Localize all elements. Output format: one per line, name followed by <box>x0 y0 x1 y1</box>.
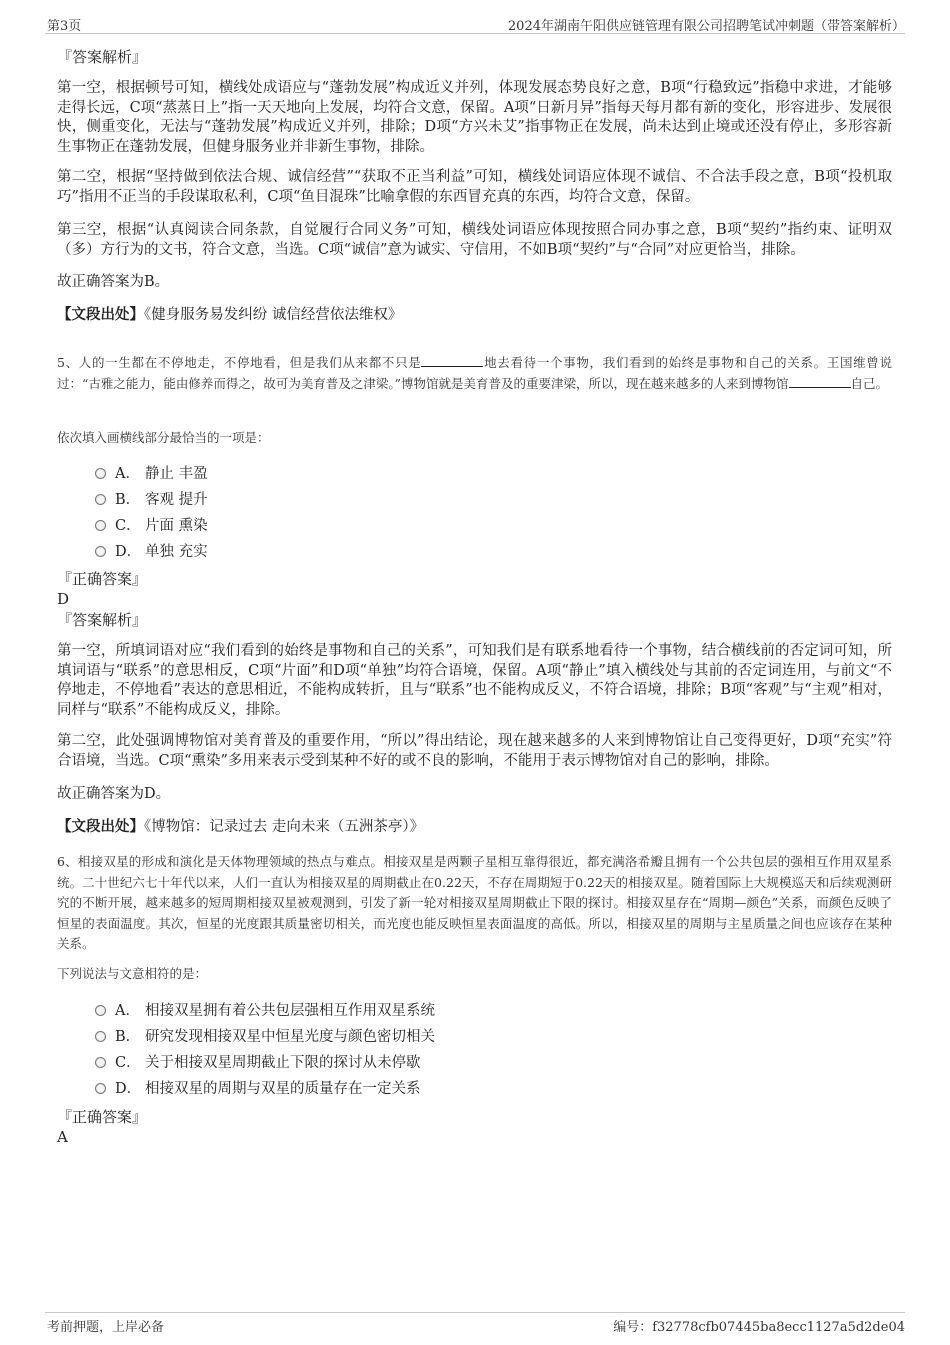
q6-option-c[interactable]: C． 关于相接双星周期截止下限的探讨从未停歇 <box>95 1050 875 1076</box>
document-title: 2024年湖南午阳供应链管理有限公司招聘笔试冲刺题（带答案解析） <box>507 19 905 34</box>
q5-source-title: 《博物馆：记录过去 走向未来（五洲茶亭）》 <box>144 819 425 835</box>
page-header <box>45 14 905 34</box>
radio-icon[interactable] <box>95 546 106 557</box>
radio-icon[interactable] <box>95 1057 106 1068</box>
q5-options <box>95 461 875 565</box>
q6-correct-answer: A <box>57 1128 68 1146</box>
q4-conclusion: 故正确答案为B。 <box>57 274 170 290</box>
q5-source-label: 【文段出处】 <box>57 818 144 835</box>
q5-source <box>57 817 892 837</box>
q5-correct-label: 『正确答案』 <box>57 570 148 588</box>
page-footer <box>45 1312 905 1335</box>
q4-source-label: 【文段出处】 <box>57 306 144 323</box>
q6-options <box>95 998 875 1102</box>
q5-blank-2 <box>789 375 851 388</box>
q4-source-title: 《健身服务易发纠纷 诚信经营依法维权》 <box>144 307 403 323</box>
q5-correct-answer: D <box>57 590 70 608</box>
q4-source <box>57 305 892 325</box>
q6-correct-label: 『正确答案』 <box>57 1108 148 1126</box>
q6-stem: 6、相接双星的形成和演化是天体物理领域的热点与难点。相接双星是两颗子星相互靠得很近，都充满洛希瓣且拥有一个公共包层的强相互作用双星系统。二十世纪六七十年代以来，人们一直认为相接双星的周期截止在0.22天，不存在周期短于0.22天的相接双星。随着国际上大规模巡天和后续观测研究的不断开展，越来越多的短周期相接双星被观测到，引发了新一轮对相接双星周期截止下限的探讨。相接双星存在“周期—颜色”关系，而颜色反映了恒星的表面温度。其次，恒星的光度跟其质量密切相关，而光度也能反映恒星表面温度的高低。所以，相接双星的周期与主星质量之间也应该存在某种关系。 <box>57 854 892 951</box>
q4-analysis-p2: 第二空，根据“坚持做到依法合规、诚信经营”“获取不正当利益”可知，横线处词语应体现不诚信、不合法手段之意，B项“投机取巧”指用不正当的手段谋取私利，C项“鱼目混珠”比喻拿假的东西冒充真的东西，均符合文意，保留。 <box>57 169 892 205</box>
footer-slogan: 考前押题，上岸必备 <box>47 1320 165 1335</box>
q5-ask: 依次填入画横线部分最恰当的一项是： <box>57 430 270 445</box>
q5-option-c[interactable]: C． 片面 熏染 <box>95 513 875 539</box>
q5-option-b[interactable]: B． 客观 提升 <box>95 487 875 513</box>
q6-option-b[interactable]: B． 研究发现相接双星中恒星光度与颜色密切相关 <box>95 1024 875 1050</box>
q5-conclusion: 故正确答案为D。 <box>57 786 171 802</box>
radio-icon[interactable] <box>95 1031 106 1042</box>
q5-option-d[interactable]: D． 单独 充实 <box>95 539 875 565</box>
page-number: 第3页 <box>47 19 82 34</box>
q5-analysis-p1: 第一空，所填词语对应“我们看到的始终是事物和自己的关系”，可知我们是有联系地看待一个事物，结合横线前的否定词可知，所填词语与“联系”的意思相反，C项“片面”和D项“单独”均符合语境，保留。A项“静止”填入横线处与其前的否定词连用，与前文“不停地走，不停地看”表达的意思相近，不能构成转折，且与“联系”也不能构成反义，不符合语境，排除；B项“客观”与“主观”相对，同样与“联系”不能构成反义，排除。 <box>57 643 892 718</box>
radio-icon[interactable] <box>95 494 106 505</box>
radio-icon[interactable] <box>95 1083 106 1094</box>
q6-option-d[interactable]: D． 相接双星的周期与双星的质量存在一定关系 <box>95 1076 875 1102</box>
q5-stem-part-a: 5、人的一生都在不停地走，不停地看，但是我们从来都不只是 <box>57 355 422 370</box>
q5-analysis-label: 『答案解析』 <box>57 611 148 629</box>
document-id: 编号：f32778cfb07445ba8ecc1127a5d2de04 <box>613 1320 905 1335</box>
q6-ask: 下列说法与文意相符的是： <box>57 966 208 981</box>
radio-icon[interactable] <box>95 468 106 479</box>
q4-analysis-p1: 第一空，根据顿号可知，横线处成语应与“蓬勃发展”构成近义并列，体现发展态势良好之意，B项“行稳致远”指稳中求进，才能够走得长远，C项“蒸蒸日上”指一天天地向上发展，均符合文意，保留。A项“日新月异”指每天每月都有新的变化，形容进步、发展很快，侧重变化，无法与“蓬勃发展”构成近义并列，排除；D项“方兴未艾”指事物正在发展，尚未达到止境或还没有停止，多形容新生事物正在蓬勃发展，但健身服务业并非新生事物，排除。 <box>57 80 892 155</box>
q4-analysis-label: 『答案解析』 <box>57 48 148 66</box>
q5-blank-1 <box>421 354 483 367</box>
radio-icon[interactable] <box>95 1005 106 1016</box>
q5-stem-part-b: 地去看待一个事物，我们看到的始终是事物和自己的关系。王国维曾说过：“古雅之能力，能由修养而得之，故可为美育普及之津梁。”博物馆就是美育普及的重要津梁，所以，现在越来越多的人来到博物馆 <box>57 355 892 391</box>
q4-analysis-p3: 第三空，根据“认真阅读合同条款，自觉履行合同义务”可知，横线处词语应体现按照合同办事之意，B项“契约”指约束、证明双（多）方行为的文书，符合文意，当选。C项“诚信”意为诚实、守信用，不如B项“契约”与“合同”对应更恰当，排除。 <box>57 222 892 258</box>
q5-stem-part-c: 自己。 <box>850 375 889 391</box>
q5-option-a[interactable]: A． 静止 丰盈 <box>95 461 875 487</box>
radio-icon[interactable] <box>95 520 106 531</box>
q6-option-a[interactable]: A． 相接双星拥有着公共包层强相互作用双星系统 <box>95 998 875 1024</box>
q5-stem <box>57 353 892 394</box>
q5-analysis-p2: 第二空，此处强调博物馆对美育普及的重要作用，“所以”得出结论，现在越来越多的人来到博物馆让自己变得更好，D项“充实”符合语境，当选。C项“熏染”多用来表示受到某种不好的或不良的影响，不能用于表示博物馆对自己的影响，排除。 <box>57 733 892 769</box>
